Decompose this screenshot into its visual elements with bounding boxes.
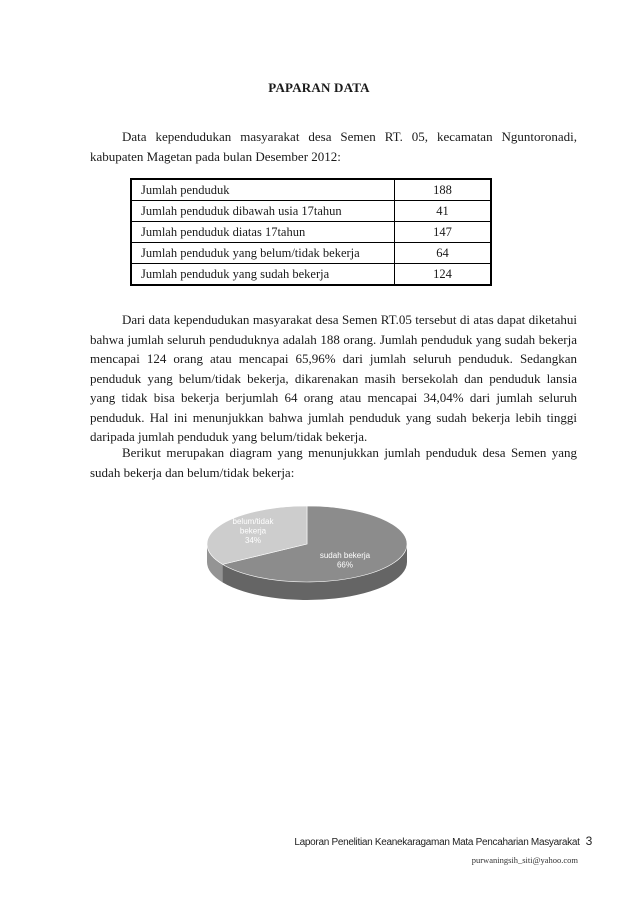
analysis-paragraph: Dari data kependudukan masyarakat desa Semen RT.05 tersebut di atas dapat diketahui bahwa jumlah seluruh penduduknya adalah 188 orang. Jumlah penduduk yang sudah bekerja mencapai 124 orang atau mencapai 65,96% dari jumlah seluruh penduduk. Sedangkan penduduk yang belum/tidak bekerja, dikarenakan masih bersekolah dan penduduk lansia yang tidak bisa bekerja berjumlah 64 orang atau mencapai 34,04% dari jumlah seluruh penduduk. Hal ini menunjukkan bahwa jumlah penduduk yang sudah bekerja lebih tinggi daripada jumlah penduduk yang belum/tidak bekerja. xyxy=(90,312,577,444)
table-cell-label: Jumlah penduduk yang sudah bekerja xyxy=(131,264,395,286)
table-cell-value: 124 xyxy=(395,264,492,286)
table-row xyxy=(131,179,491,201)
table-cell-value: 147 xyxy=(395,222,492,243)
pie-label-line: 34% xyxy=(244,536,262,545)
footer-email: purwaningsih_siti@yahoo.com xyxy=(471,855,578,865)
table-row xyxy=(131,264,491,286)
intro-paragraph: Data kependudukan masyarakat desa Semen RT. 05, kecamatan Nguntoronadi, kabupaten Magetan pada bulan Desember 2012: xyxy=(90,129,577,164)
page-number: 3 xyxy=(585,834,592,848)
pie-label-line: sudah bekerja xyxy=(319,551,371,560)
chart-intro-paragraph: Berikut merupakan diagram yang menunjukkan jumlah penduduk desa Semen yang sudah bekerja dan belum/tidak bekerja: xyxy=(90,445,577,480)
footer-report-title xyxy=(294,834,592,848)
table-row xyxy=(131,201,491,222)
table-cell-label: Jumlah penduduk yang belum/tidak bekerja xyxy=(131,243,395,264)
population-table xyxy=(130,178,492,286)
page-title: PAPARAN DATA xyxy=(268,80,370,95)
table-cell-value: 188 xyxy=(395,179,492,201)
pie-label-line: belum/tidak xyxy=(232,517,274,526)
table-cell-label: Jumlah penduduk dibawah usia 17tahun xyxy=(131,201,395,222)
table-cell-value: 64 xyxy=(395,243,492,264)
table-cell-label: Jumlah penduduk diatas 17tahun xyxy=(131,222,395,243)
table-row xyxy=(131,243,491,264)
table-cell-value: 41 xyxy=(395,201,492,222)
employment-pie-chart xyxy=(195,500,425,620)
table-cell-label: Jumlah penduduk xyxy=(131,179,395,201)
table-row xyxy=(131,222,491,243)
pie-label-line: 66% xyxy=(336,560,354,570)
footer-title-text: Laporan Penelitian Keanekaragaman Mata Pencaharian Masyarakat xyxy=(294,837,580,848)
pie-label-line: bekerja xyxy=(239,526,267,536)
